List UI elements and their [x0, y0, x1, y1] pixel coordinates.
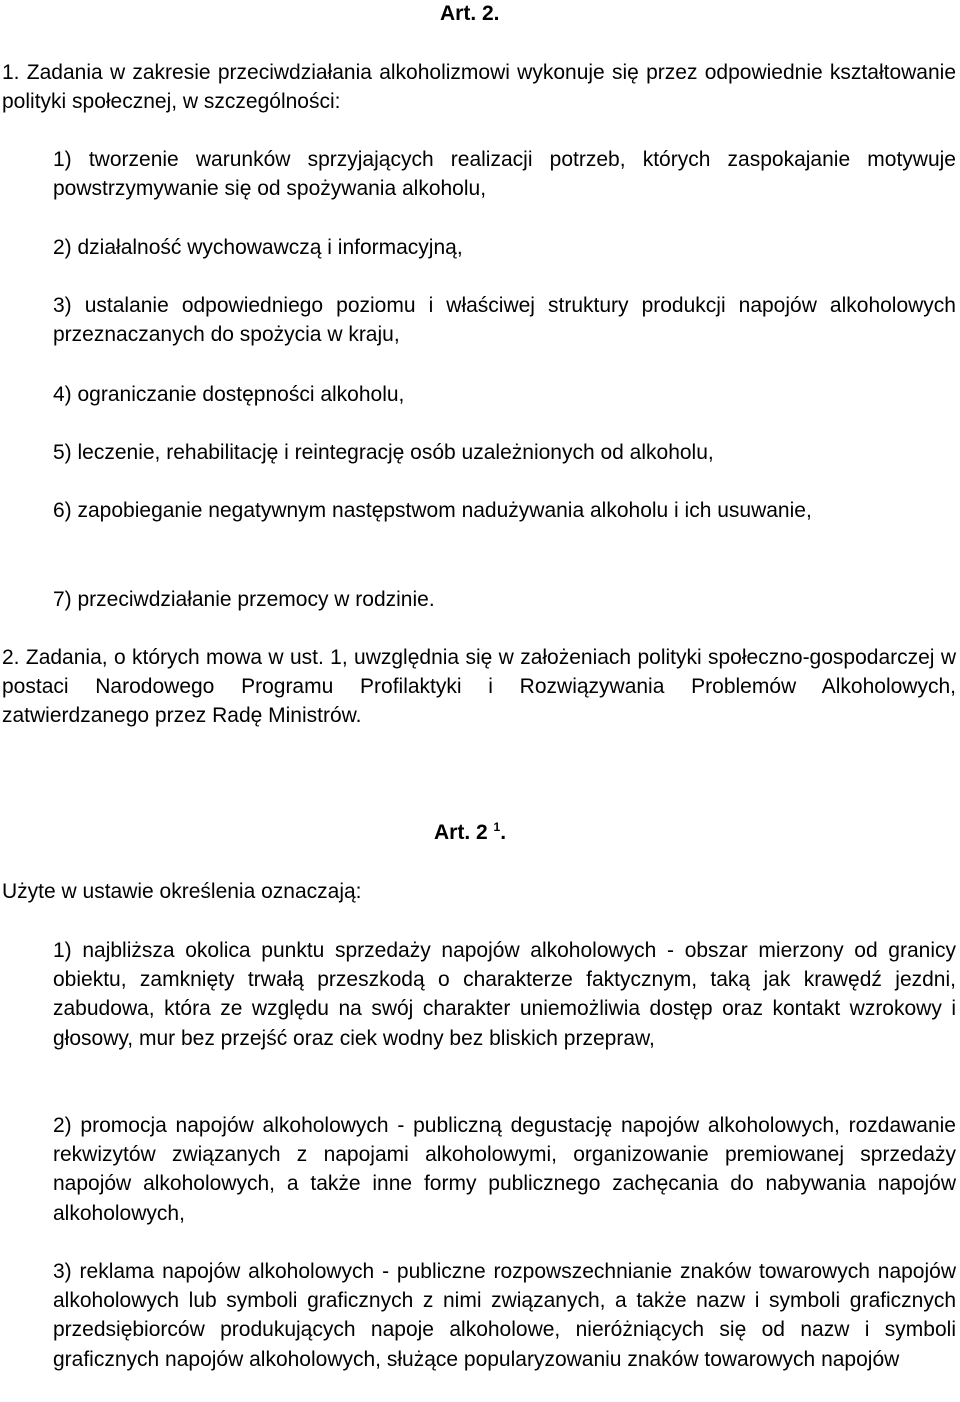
article-2-item-4: 4) ograniczanie dostępności alkoholu,: [53, 383, 405, 406]
article-2-1-heading-period: .: [500, 821, 507, 844]
article-2-paragraph-2: 2. Zadania, o których mowa w ust. 1, uwzględnia się w założeniach polityki społeczno-gospodarczej w postaci Narodowego Programu Profilaktyki i Rozwiązywania Problemów Alkoholowych, zatwierdzanego przez Radę Ministrów.: [2, 646, 956, 728]
article-2-1-heading: [434, 818, 506, 847]
article-2-item-2: 2) działalność wychowawczą i informacyjną,: [53, 236, 463, 259]
article-2-item-7: 7) przeciwdziałanie przemocy w rodzinie.: [53, 588, 435, 611]
article-2-item-5: 5) leczenie, rehabilitację i reintegrację osób uzależnionych od alkoholu,: [53, 441, 714, 464]
article-2-1-heading-superscript: 1: [493, 820, 501, 834]
article-2-paragraph-1-intro: 1. Zadania w zakresie przeciwdziałania alkoholizmowi wykonuje się przez odpowiednie kształtowanie polityki społecznej, w szczególności:: [2, 61, 956, 114]
article-2-1-definition-2: 2) promocja napojów alkoholowych - publiczną degustację napojów alkoholowych, rozdawanie rekwizytów związanych z napojami alkoholowymi, organizowanie premiowanej sprzedaży napojów alkoholowych, a także inne formy publicznego zachęcania do nabywania napojów alkoholowych,: [53, 1114, 956, 1225]
article-2-item-1: 1) tworzenie warunków sprzyjających realizacji potrzeb, których zaspokajanie motywuje powstrzymywanie się od spożywania alkoholu,: [53, 148, 956, 201]
article-2-item-3: 3) ustalanie odpowiedniego poziomu i właściwej struktury produkcji napojów alkoholowych przeznaczanych do spożycia w kraju,: [53, 294, 956, 347]
article-2-1-heading-main: Art. 2: [434, 821, 488, 844]
article-2-1-definition-1: 1) najbliższa okolica punktu sprzedaży napojów alkoholowych - obszar mierzony od granicy obiektu, zamknięty trwałą przeszkodą o charakterze faktycznym, taką jak krawędź jezdni, zabudowa, która ze względu na swój charakter uniemożliwia dostęp oraz kontakt wzrokowy i głosowy, mur bez przejść oraz ciek wodny bez bliskich przepraw,: [53, 939, 956, 1050]
article-2-1-definition-3: 3) reklama napojów alkoholowych - publiczne rozpowszechnianie znaków towarowych napojów alkoholowych lub symboli graficznych z nimi związanych, a także nazw i symboli graficznych przedsiębiorców produkujących napoje alkoholowe, nieróżniących się od nazw i symboli graficznych napojów alkoholowych, służące popularyzowaniu znaków towarowych napojów: [53, 1260, 956, 1371]
article-2-item-6: 6) zapobieganie negatywnym następstwom nadużywania alkoholu i ich usuwanie,: [53, 499, 812, 522]
article-2-1-intro: Użyte w ustawie określenia oznaczają:: [2, 880, 362, 903]
article-2-heading: Art. 2.: [440, 2, 500, 25]
